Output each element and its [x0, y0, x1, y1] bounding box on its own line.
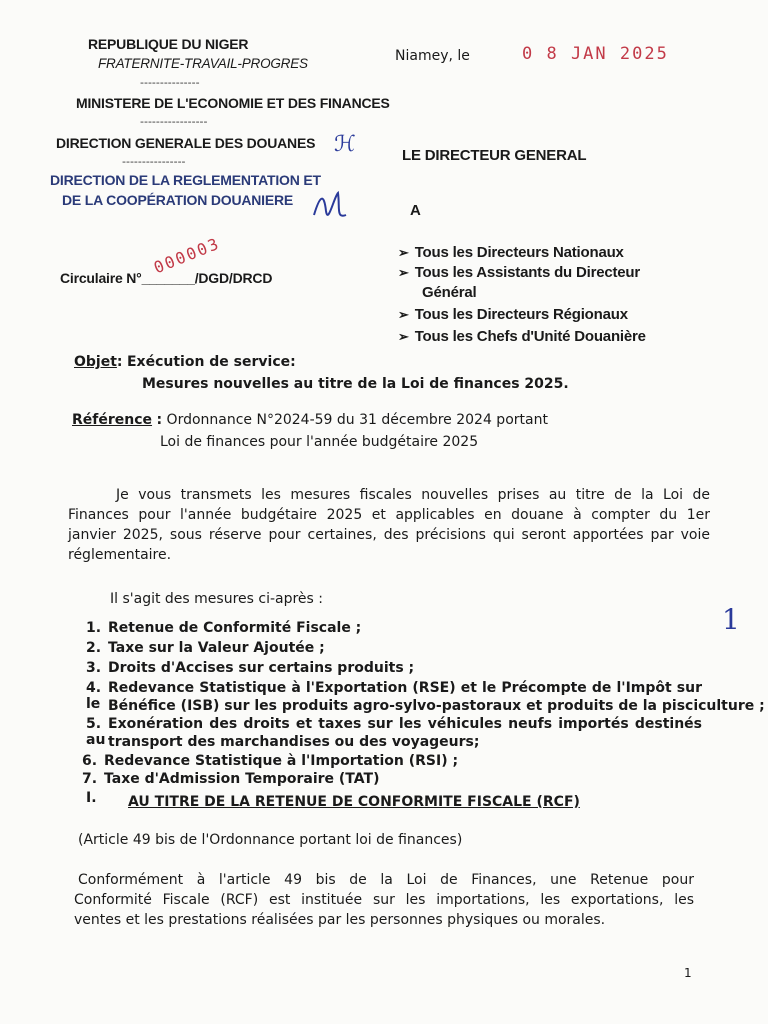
list-item: 2. Taxe sur la Valeur Ajoutée ; [86, 640, 325, 656]
section-article: (Article 49 bis de l'Ordonnance portant loi de finances) [78, 832, 463, 848]
section-title: AU TITRE DE LA RETENUE DE CONFORMITE FISCALE (RCF) [128, 794, 580, 810]
section-paragraph-line-3: ventes et les prestations réalisées par les personnes physiques ou morales. [74, 912, 606, 928]
arrow-icon: ➢ [398, 307, 409, 322]
separator-2: ----------------- [140, 115, 208, 128]
initials-mark-1: ℋ [334, 132, 356, 157]
arrow-icon: ➢ [398, 329, 409, 344]
objet-line: Objet: Exécution de service: [74, 354, 296, 370]
recipient-continuation: Général [422, 284, 477, 301]
separator-3: ---------------- [122, 155, 186, 168]
section-number: I. [86, 790, 97, 806]
place-date-label: Niamey, le [395, 48, 470, 64]
list-item: 7. Taxe d'Admission Temporaire (TAT) [82, 771, 380, 787]
circulaire-number-stamp: 000003 [150, 233, 223, 278]
intro-line-4: réglementaire. [68, 547, 172, 563]
addressee-a: A [410, 202, 421, 219]
list-item: 5. Exonération des droits et taxes sur les véhicules neufs importés destinés au [86, 716, 702, 748]
ministry-heading: MINISTERE DE L'ECONOMIE ET DES FINANCES [76, 95, 390, 111]
list-item-continuation: transport des marchandises ou des voyageurs; [108, 734, 480, 750]
page-number: 1 [684, 966, 692, 980]
republic-heading: REPUBLIQUE DU NIGER [88, 36, 249, 52]
recipient-item: ➢ Tous les Assistants du Directeur [398, 264, 641, 281]
director-general-heading: LE DIRECTEUR GENERAL [402, 147, 587, 164]
reference-line: Référence : Ordonnance N°2024-59 du 31 décembre 2024 portant [72, 412, 548, 428]
separator-1: --------------- [140, 76, 200, 89]
list-item: 1. Retenue de Conformité Fiscale ; [86, 620, 362, 636]
margin-mark: 1 [722, 603, 740, 636]
list-item-continuation: Bénéfice (ISB) sur les produits agro-sylvo-pastoraux et produits de la pisciculture ; [108, 698, 765, 714]
initials-signature-icon [310, 185, 350, 229]
objet-subject: Mesures nouvelles au titre de la Loi de finances 2025. [142, 376, 569, 392]
list-item: 3. Droits d'Accises sur certains produits ; [86, 660, 415, 676]
arrow-icon: ➢ [398, 245, 409, 260]
list-item: 4. Redevance Statistique à l'Exportation (RSE) et le Précompte de l'Impôt sur le [86, 680, 702, 712]
intro-line-3: janvier 2025, sous réserve pour certaines, des précisions qui seront apportées par voie [68, 527, 710, 543]
intro-line-2: Finances pour l'année budgétaire 2025 et applicables en douane à compter du 1er [68, 507, 710, 523]
national-motto: FRATERNITE-TRAVAIL-PROGRES [98, 56, 308, 71]
recipient-item: ➢ Tous les Chefs d'Unité Douanière [398, 328, 646, 345]
reference-line-2: Loi de finances pour l'année budgétaire 2025 [160, 434, 479, 450]
list-item: 6. Redevance Statistique à l'Importation (RSI) ; [82, 753, 459, 769]
measures-intro: Il s'agit des mesures ci-après : [110, 591, 324, 607]
direction-reglementation-line2: DE LA COOPÉRATION DOUANIERE [62, 192, 294, 208]
direction-generale-heading: DIRECTION GENERALE DES DOUANES [56, 135, 316, 151]
arrow-icon: ➢ [398, 265, 409, 280]
section-paragraph-line-2: Conformité Fiscale (RCF) est instituée sur les importations, les exportations, les [74, 892, 694, 908]
date-stamp: 0 8 JAN 2025 [522, 44, 669, 64]
intro-line-1: Je vous transmets les mesures fiscales nouvelles prises au titre de la Loi de [116, 487, 710, 503]
recipient-item: ➢ Tous les Directeurs Nationaux [398, 244, 624, 261]
section-paragraph-line-1: Conformément à l'article 49 bis de la Loi de Finances, une Retenue pour [78, 872, 694, 888]
circulaire-reference: Circulaire N°_______/DGD/DRCD [60, 270, 273, 286]
direction-reglementation-line1: DIRECTION DE LA REGLEMENTATION ET [50, 172, 321, 188]
recipient-item: ➢ Tous les Directeurs Régionaux [398, 306, 628, 323]
